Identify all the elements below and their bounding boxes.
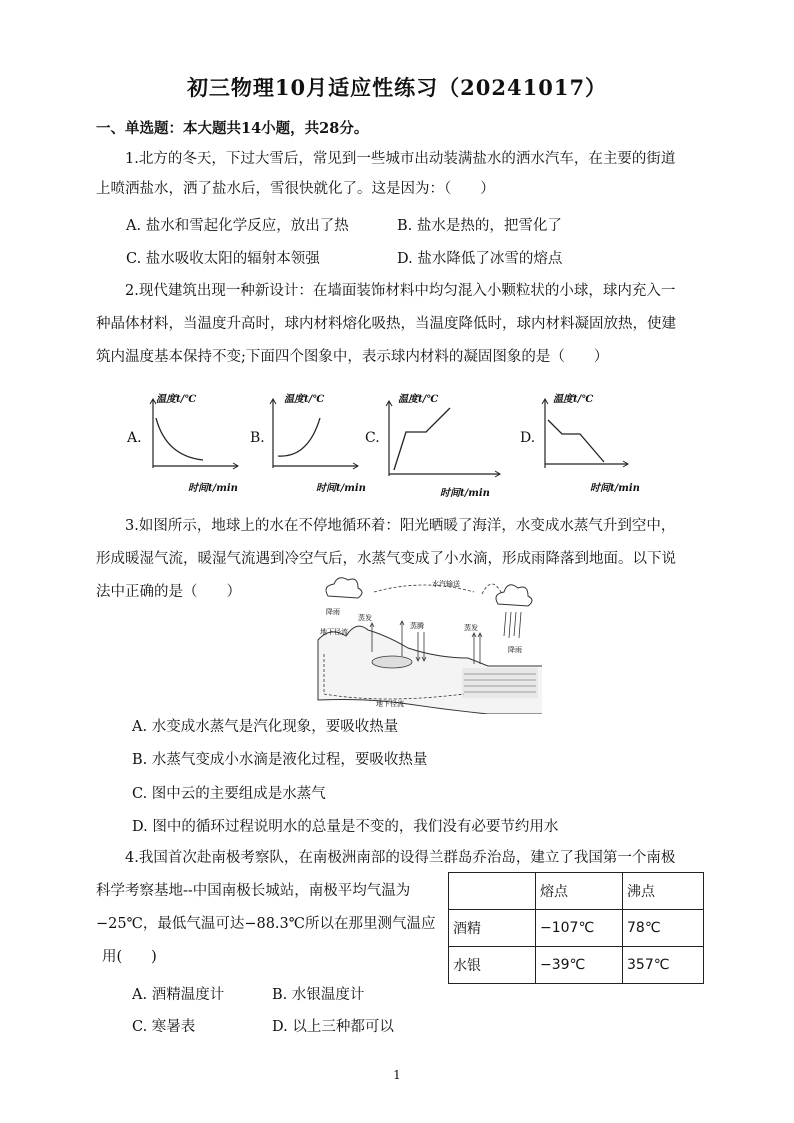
table-row xyxy=(449,910,704,947)
graph-d-solidification-curve xyxy=(540,398,635,473)
graph-c-letter: C. xyxy=(365,430,380,446)
q1-option-c: C. 盐水吸收太阳的辐射本领强 xyxy=(126,251,320,267)
diagram-label-evaporation-left: 蒸发 xyxy=(358,614,372,622)
graph-b-letter: B. xyxy=(250,430,265,446)
q1-option-a: A. 盐水和雪起化学反应，放出了热 xyxy=(126,218,349,234)
table-header-cell: 沸点 xyxy=(623,873,704,910)
graph-a-letter: A. xyxy=(127,430,142,446)
q1-option-d: D. 盐水降低了冰雪的熔点 xyxy=(397,251,563,267)
water-cycle-diagram xyxy=(314,574,542,714)
q2-line3: 筑内温度基本保持不变;下面四个图象中，表示球内材料的凝固图象的是（ ） xyxy=(96,349,609,365)
q3-option-c: C. 图中云的主要组成是水蒸气 xyxy=(132,786,326,802)
page-title: 初三物理10月适应性练习（20241017） xyxy=(186,75,608,100)
melting-boiling-table xyxy=(448,872,704,984)
q4-option-b: B. 水银温度计 xyxy=(272,987,365,1003)
table-cell: 78℃ xyxy=(623,910,704,947)
graph-a-xlabel: 时间t/min xyxy=(188,483,238,494)
q4-line3: −25℃，最低气温可达−88.3℃所以在那里测气温应 xyxy=(96,916,436,932)
graph-d-ylabel: 温度t/℃ xyxy=(553,394,594,405)
graph-b-xlabel: 时间t/min xyxy=(316,483,366,494)
table-cell: −107℃ xyxy=(536,910,623,947)
q3-line3: 法中正确的是（ ） xyxy=(96,584,241,600)
graph-c-xlabel: 时间t/min xyxy=(440,488,490,499)
diagram-label-evaporation-sea: 蒸发 xyxy=(464,624,478,632)
q4-line4: 用( ) xyxy=(102,949,157,965)
table-header-cell: 熔点 xyxy=(536,873,623,910)
graph-d-xlabel: 时间t/min xyxy=(590,483,640,494)
q3-option-d: D. 图中的循环过程说明水的总量是不变的，我们没有必要节约用水 xyxy=(132,819,559,835)
graph-a-cooling-curve xyxy=(148,398,243,473)
table-cell: 357℃ xyxy=(623,947,704,984)
table-cell: −39℃ xyxy=(536,947,623,984)
table-header-row xyxy=(449,873,704,910)
graph-b-ylabel: 温度t/℃ xyxy=(284,394,325,405)
q3-option-b: B. 水蒸气变成小水滴是液化过程，要吸收热量 xyxy=(132,752,428,768)
q2-line2: 种晶体材料，当温度升高时，球内材料熔化吸热，当温度降低时，球内材料凝固放热，使建 xyxy=(96,316,676,332)
graph-c-melting-curve xyxy=(384,400,504,480)
page-number: 1 xyxy=(393,1068,401,1082)
q4-line1: 4.我国首次赴南极考察队，在南极洲南部的设得兰群岛乔治岛，建立了我国第一个南极 xyxy=(125,850,676,866)
q3-line2: 形成暖湿气流，暖湿气流遇到冷空气后，水蒸气变成了小水滴，形成雨降落到地面。以下说 xyxy=(96,551,676,567)
table-header-cell xyxy=(449,873,536,910)
graph-a-ylabel: 温度t/℃ xyxy=(156,394,197,405)
diagram-label-rain-right: 降雨 xyxy=(508,646,522,654)
graph-b-heating-curve xyxy=(268,398,363,473)
graph-d-letter: D. xyxy=(520,430,536,446)
section-heading: 一、单选题：本大题共14小题，共28分。 xyxy=(96,120,369,137)
diagram-label-underground: 地下径流 xyxy=(376,700,404,708)
q1-option-b: B. 盐水是热的，把雪化了 xyxy=(397,218,562,234)
q3-line1: 3.如图所示，地球上的水在不停地循环着：阳光晒暖了海洋，水变成水蒸气升到空中， xyxy=(125,518,676,534)
q1-line1: 1.北方的冬天，下过大雪后，常见到一些城市出动装满盐水的洒水汽车，在主要的街道 xyxy=(125,151,676,167)
q2-line1: 2.现代建筑出现一种新设计：在墙面装饰材料中均匀混入小颗粒状的小球，球内充入一 xyxy=(125,283,676,299)
q4-option-a: A. 酒精温度计 xyxy=(132,987,225,1003)
q1-line2: 上喷洒盐水，洒了盐水后，雪很快就化了。这是因为：（ ） xyxy=(96,181,495,197)
diagram-label-runoff-left: 地下径流 xyxy=(320,628,348,636)
q4-option-c: C. 寒暑表 xyxy=(132,1019,196,1035)
graph-c-ylabel: 温度t/℃ xyxy=(398,394,439,405)
q4-line2: 科学考察基地--中国南极长城站，南极平均气温为 xyxy=(96,883,411,899)
table-cell: 水银 xyxy=(449,947,536,984)
q4-option-d: D. 以上三种都可以 xyxy=(272,1019,394,1035)
diagram-label-transpiration: 蒸腾 xyxy=(410,622,424,630)
table-row xyxy=(449,947,704,984)
diagram-label-rain-left: 降雨 xyxy=(326,608,340,616)
table-cell: 酒精 xyxy=(449,910,536,947)
diagram-label-transport: 水汽输送 xyxy=(432,580,460,588)
q3-option-a: A. 水变成水蒸气是汽化现象，要吸收热量 xyxy=(132,719,399,735)
